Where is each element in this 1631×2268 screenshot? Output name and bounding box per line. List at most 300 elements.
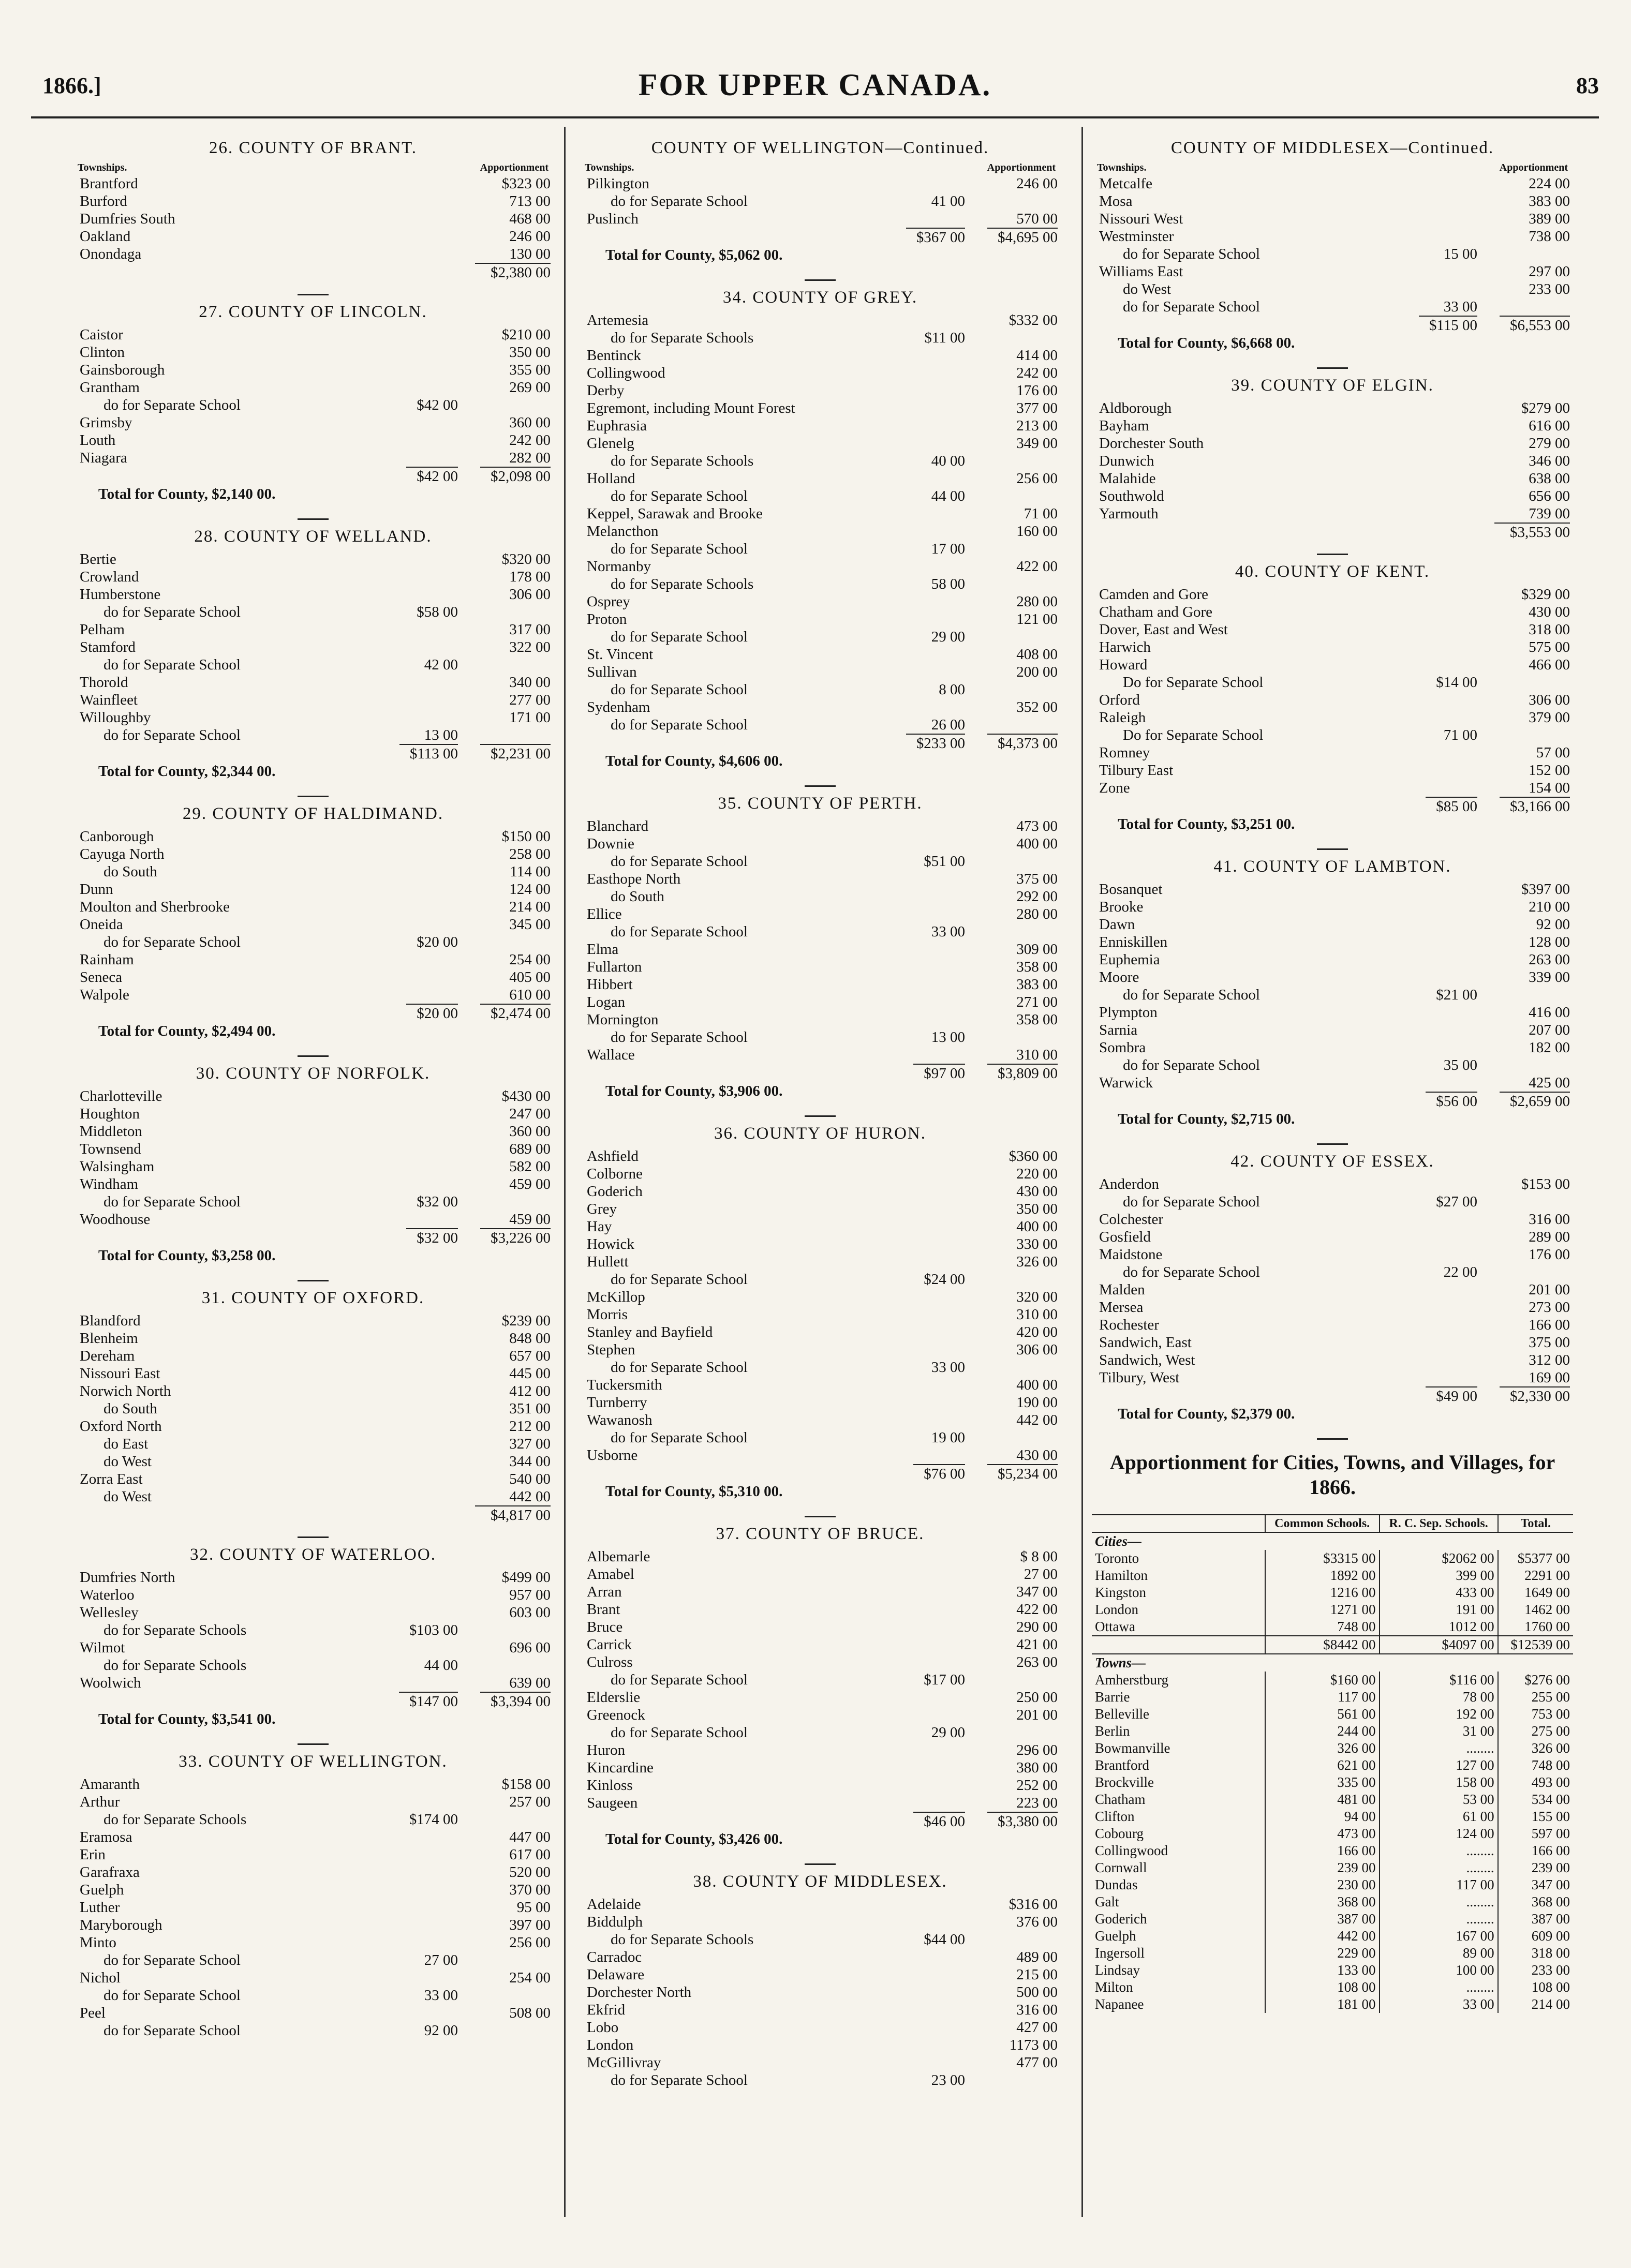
township-name: Dorchester South (1099, 435, 1204, 452)
township-row (580, 1794, 1061, 1812)
amount-cell: 561 00 (1265, 1706, 1380, 1723)
township-name: Yarmouth (1099, 505, 1159, 522)
county-section (580, 1516, 1061, 1850)
township-name: do for Separate School (611, 1672, 748, 1688)
township-row (1092, 916, 1573, 933)
section-rule (298, 1743, 329, 1745)
place-name: Dundas (1095, 1877, 1138, 1892)
township-name: Wallace (587, 1047, 635, 1063)
amount-cell: 31 00 (1380, 1723, 1498, 1740)
separate-school-amount: $85 00 (1426, 797, 1477, 815)
place-name: Cornwall (1095, 1860, 1147, 1875)
township-row (580, 1548, 1061, 1565)
township-name: Carradoc (587, 1949, 642, 1965)
township-name: Goderich (587, 1183, 643, 1200)
township-name: Bruce (587, 1619, 623, 1635)
column-header: R. C. Sep. Schools. (1380, 1515, 1498, 1532)
township-name: Moore (1099, 969, 1139, 986)
township-row (580, 2019, 1061, 2036)
apportionment-amount: 389 00 (1529, 211, 1570, 227)
place-name: Guelph (1095, 1928, 1136, 1944)
apportionment-amount: 738 00 (1529, 228, 1570, 245)
amount-cell: 158 00 (1380, 1774, 1498, 1791)
township-row (1092, 1334, 1573, 1351)
apportionment-amount: 445 00 (509, 1365, 551, 1382)
township-name: Adelaide (587, 1896, 641, 1913)
apportionment-amount: 254 00 (509, 1969, 551, 1986)
apportionment-amount: 508 00 (509, 2005, 551, 2021)
separate-school-amount: $51 00 (924, 853, 965, 870)
apportionment-amount: 520 00 (509, 1864, 551, 1881)
separate-school-amount: $44 00 (924, 1931, 965, 1948)
township-name: Dunn (80, 881, 113, 898)
separate-school-amount: 33 00 (424, 1987, 458, 2004)
township-name: Culross (587, 1654, 633, 1670)
amount-cell: 117 00 (1265, 1689, 1380, 1706)
township-row (580, 1565, 1061, 1583)
apportionment-amount: 200 00 (1016, 664, 1058, 680)
subentry-row (72, 1657, 554, 1674)
apportionment-amount: 617 00 (509, 1846, 551, 1863)
separate-school-amount: 42 00 (424, 656, 458, 673)
township-name: Total for County, $3,426 00. (605, 1831, 783, 1847)
township-name: Blenheim (80, 1330, 138, 1347)
column-headings (72, 162, 554, 174)
county-title: 41. COUNTY OF LAMBTON. (1213, 857, 1451, 876)
apportionment-amount: $153 00 (1521, 1176, 1570, 1192)
apportionment-amount: 713 00 (509, 193, 551, 210)
separate-school-amount: $147 00 (399, 1692, 458, 1710)
township-name: Hullett (587, 1254, 629, 1270)
separate-school-amount: 41 00 (931, 193, 965, 210)
township-name: Humberstone (80, 586, 161, 603)
township-row (72, 568, 554, 586)
table-row (1092, 1825, 1573, 1842)
section-rule (1317, 554, 1348, 555)
township-row (1092, 898, 1573, 916)
township-row (72, 1899, 554, 1916)
township-row (580, 1165, 1061, 1183)
amount-cell: 155 00 (1498, 1808, 1573, 1825)
separate-school-amount: $174 00 (409, 1811, 458, 1828)
section-rule (1317, 367, 1348, 369)
apportionment-amount: 312 00 (1529, 1352, 1570, 1368)
township-name: do for Separate School (611, 488, 748, 504)
township-name: do South (103, 863, 157, 880)
separate-school-amount: 29 00 (931, 629, 965, 645)
apportionment-amount: $2,231 00 (480, 744, 551, 763)
apportionment-amount: 256 00 (509, 1934, 551, 1951)
amount-cell: 368 00 (1265, 1893, 1380, 1911)
township-name: Albemarle (587, 1548, 650, 1565)
amount-cell: 108 00 (1498, 1979, 1573, 1996)
township-name: Eramosa (80, 1829, 132, 1845)
township-row (580, 663, 1061, 681)
apportionment-amount: $360 00 (1009, 1148, 1058, 1165)
table-row (1092, 1550, 1573, 1567)
subentry-row (72, 1453, 554, 1470)
apportionment-amount: 350 00 (1016, 1201, 1058, 1217)
township-row (72, 881, 554, 898)
township-name: Camden and Gore (1099, 586, 1208, 603)
township-name: Gosfield (1099, 1229, 1151, 1245)
township-name: Stamford (80, 639, 136, 655)
township-name: Garafraxa (80, 1864, 140, 1881)
township-row (580, 1011, 1061, 1028)
separate-school-amount: 33 00 (1443, 299, 1477, 315)
county-total-row (580, 1830, 1061, 1850)
table-row (1092, 1584, 1573, 1601)
apportionment-amount: 350 00 (509, 344, 551, 361)
township-name: Elma (587, 941, 619, 958)
amount-cell: $3315 00 (1265, 1550, 1380, 1567)
township-name: Oneida (80, 916, 123, 933)
apportionment-amount: 339 00 (1529, 969, 1570, 986)
apportionment-amount: 352 00 (1016, 699, 1058, 715)
place-name: Cobourg (1095, 1826, 1144, 1841)
township-row (1092, 417, 1573, 435)
township-name: Artemesia (587, 312, 649, 329)
subentry-row (1092, 1056, 1573, 1074)
township-name: Anderdon (1099, 1176, 1159, 1192)
township-row (580, 1235, 1061, 1253)
township-row (72, 845, 554, 863)
apportionment-amount: 207 00 (1529, 1022, 1570, 1038)
separate-school-amount: 23 00 (931, 2072, 965, 2088)
section-rule (298, 1280, 329, 1281)
township-name: Total for County, $3,906 00. (605, 1083, 783, 1099)
township-name: do for Separate School (103, 656, 241, 673)
column-2 (580, 135, 1061, 2102)
apportionment-amount: 280 00 (1016, 906, 1058, 922)
table-row (1092, 1945, 1573, 1962)
township-name: Total for County, $5,310 00. (605, 1483, 783, 1500)
township-name: Clinton (80, 344, 125, 361)
table-row (1092, 1672, 1573, 1689)
apportionment-amount: 310 00 (1016, 1306, 1058, 1323)
township-name: Nichol (80, 1969, 121, 1986)
amount-cell: 399 00 (1380, 1567, 1498, 1584)
apportionment-amount: 383 00 (1529, 193, 1570, 210)
township-row (580, 1218, 1061, 1235)
county-section (1092, 554, 1573, 835)
township-name: Louth (80, 432, 116, 449)
township-row (72, 1105, 554, 1123)
township-name: Burford (80, 193, 127, 210)
amount-cell: 534 00 (1498, 1791, 1573, 1808)
amount-cell: $12539 00 (1498, 1636, 1573, 1654)
section-rule (805, 279, 836, 281)
township-name: do for Separate School (103, 1193, 241, 1210)
township-row (1092, 1074, 1573, 1092)
county-title: 33. COUNTY OF WELLINGTON. (179, 1752, 448, 1771)
township-row (580, 558, 1061, 575)
township-name: do for Separate School (611, 681, 748, 698)
apportionment-amount: $320 00 (501, 551, 551, 568)
amount-cell: 326 00 (1265, 1740, 1380, 1757)
subentry-row (580, 716, 1061, 734)
township-name: Cayuga North (80, 846, 165, 862)
section-rule (1317, 1143, 1348, 1145)
township-name: Sandwich, East (1099, 1334, 1192, 1351)
column-1 (72, 135, 554, 2053)
amount-cell: $5377 00 (1498, 1550, 1573, 1567)
township-name: do for Separate School (611, 1029, 748, 1046)
section-rule (805, 1516, 836, 1517)
township-name: Niagara (80, 450, 127, 466)
township-name: Wawanosh (587, 1412, 653, 1428)
apportionment-amount: 152 00 (1529, 762, 1570, 779)
township-name: Bosanquet (1099, 881, 1163, 898)
township-row (72, 1969, 554, 1987)
apportionment-amount: 242 00 (1016, 365, 1058, 381)
township-row (1092, 470, 1573, 487)
township-row (580, 817, 1061, 835)
county-section (580, 1115, 1061, 1502)
amount-cell: 1216 00 (1265, 1584, 1380, 1601)
subentry-row (580, 1028, 1061, 1046)
township-name: McKillop (587, 1289, 645, 1305)
township-name: do for Separate School (611, 923, 748, 940)
county-sections (1092, 139, 1573, 1425)
township-name: Bayham (1099, 417, 1149, 434)
amount-cell: 597 00 (1498, 1825, 1573, 1842)
township-row (72, 1863, 554, 1881)
subentry-row (1092, 726, 1573, 744)
separate-school-amount: $17 00 (924, 1672, 965, 1688)
township-name: Euphrasia (587, 417, 647, 434)
county-total-row (580, 1483, 1061, 1502)
apportionment-amount: 639 00 (509, 1675, 551, 1691)
township-row (1092, 1039, 1573, 1056)
apportionment-amount: 957 00 (509, 1587, 551, 1603)
township-name: Collingwood (587, 365, 665, 381)
amount-cell: 192 00 (1380, 1706, 1498, 1723)
township-name: Blandford (80, 1312, 141, 1329)
amount-cell: ........ (1380, 1911, 1498, 1928)
township-row (580, 610, 1061, 628)
apportionment-amount: $158 00 (501, 1776, 551, 1793)
separate-school-amount: 8 00 (939, 681, 965, 698)
county-title: COUNTY OF WELLINGTON—Continued. (651, 139, 989, 157)
apportionment-amount: 408 00 (1016, 646, 1058, 663)
township-name: do for Separate School (103, 604, 241, 620)
township-name: Tilbury, West (1099, 1369, 1180, 1386)
apportionment-amount: $2,380 00 (475, 263, 551, 281)
separate-school-amount: $21 00 (1436, 987, 1477, 1003)
amount-cell: ........ (1380, 1842, 1498, 1859)
amount-cell: 621 00 (1265, 1757, 1380, 1774)
township-row (72, 916, 554, 933)
township-row (580, 1983, 1061, 2001)
township-row (580, 1913, 1061, 1931)
township-row (580, 905, 1061, 923)
township-name: Biddulph (587, 1914, 643, 1930)
township-name: Grantham (80, 379, 140, 396)
township-row (1092, 762, 1573, 779)
township-row (580, 1583, 1061, 1601)
township-name: do for Separate School (611, 1359, 748, 1376)
apportionment-amount: 92 00 (1536, 916, 1570, 933)
township-name: Metcalfe (1099, 175, 1153, 192)
apportionment-amount: 422 00 (1016, 558, 1058, 575)
county-section (72, 518, 554, 782)
subentry-row (580, 575, 1061, 593)
place-name: Clifton (1095, 1809, 1135, 1824)
subentry-row (580, 1429, 1061, 1446)
amount-cell: $8442 00 (1265, 1636, 1380, 1654)
township-name: do for Separate School (1123, 246, 1260, 262)
apportionment-heading: Apportionment (987, 162, 1056, 173)
apportionment-amount: $397 00 (1521, 881, 1570, 898)
township-name: do for Separate School (1123, 1193, 1260, 1210)
township-name: Sombra (1099, 1039, 1146, 1056)
apportionment-amount: 258 00 (509, 846, 551, 862)
apportionment-amount: $ 8 00 (1020, 1548, 1058, 1565)
apportionment-amount: 400 00 (1016, 1218, 1058, 1235)
township-row (72, 175, 554, 192)
amount-cell: 127 00 (1380, 1757, 1498, 1774)
separate-school-amount: $42 00 (417, 397, 458, 413)
township-row (72, 344, 554, 361)
subtotal-row (72, 1004, 554, 1022)
amount-cell: 442 00 (1265, 1928, 1380, 1945)
apportionment-amount: 57 00 (1536, 744, 1570, 761)
township-row (72, 1793, 554, 1811)
apportionment-amount: 114 00 (510, 863, 551, 880)
apportionment-amount: 377 00 (1016, 400, 1058, 416)
table-row (1092, 1791, 1573, 1808)
apportionment-amount: 246 00 (1016, 175, 1058, 192)
table-row (1092, 1859, 1573, 1876)
township-row (580, 435, 1061, 452)
apportionment-amount: $3,380 00 (987, 1812, 1058, 1830)
township-row (1092, 228, 1573, 245)
township-name: Total for County, $2,140 00. (98, 486, 276, 502)
township-name: Do for Separate School (1123, 674, 1264, 691)
subentry-row (580, 923, 1061, 941)
township-name: Peel (80, 2005, 106, 2021)
separate-school-amount: 19 00 (931, 1429, 965, 1446)
amount-cell: 318 00 (1498, 1945, 1573, 1962)
county-section (72, 1743, 554, 2039)
separate-school-amount: $115 00 (1419, 316, 1477, 334)
subtotal-row (72, 263, 554, 280)
township-name: Woolwich (80, 1675, 141, 1691)
township-name: do for Separate School (611, 853, 748, 870)
apportionment-amount: $239 00 (501, 1312, 551, 1329)
township-row (580, 646, 1061, 663)
township-name: Orford (1099, 692, 1140, 708)
separate-school-amount: $367 00 (906, 228, 965, 246)
township-row (580, 941, 1061, 958)
county-title: 40. COUNTY OF KENT. (1235, 562, 1430, 581)
separate-school-amount: $11 00 (924, 330, 965, 346)
township-name: Amaranth (80, 1776, 140, 1793)
amount-cell: 166 00 (1498, 1842, 1573, 1859)
apportionment-amount: 459 00 (509, 1211, 551, 1228)
township-row (1092, 881, 1573, 898)
table-row (1092, 1928, 1573, 1945)
amount-cell: 108 00 (1265, 1979, 1380, 1996)
place-name: Barrie (1095, 1689, 1130, 1705)
township-name: Ellice (587, 906, 622, 922)
township-name: Pilkington (587, 175, 649, 192)
subentry-row (580, 192, 1061, 210)
apportionment-amount: 292 00 (1016, 888, 1058, 905)
township-name: Erin (80, 1846, 106, 1863)
township-name: Hibbert (587, 976, 633, 993)
subentry-row (580, 487, 1061, 505)
county-section (72, 294, 554, 505)
township-name: Mosa (1099, 193, 1133, 210)
township-name: do for Separate School (103, 1987, 241, 2004)
apportionment-amount: 346 00 (1529, 453, 1570, 469)
separate-school-amount: $113 00 (399, 744, 458, 763)
cities-total-row (1092, 1636, 1573, 1654)
township-name: Howard (1099, 656, 1148, 673)
township-name: Huron (587, 1742, 626, 1758)
county-total-row (1092, 1405, 1573, 1425)
apportionment-amount: 500 00 (1016, 1984, 1058, 2001)
separate-school-amount: $233 00 (906, 734, 965, 752)
apportionment-amount: 306 00 (1016, 1341, 1058, 1358)
township-name: Grey (587, 1201, 617, 1217)
table-row (1092, 1979, 1573, 1996)
county-total-row (580, 246, 1061, 266)
amount-cell: 748 00 (1265, 1618, 1380, 1636)
apportionment-amount: 696 00 (509, 1639, 551, 1656)
township-row (72, 1934, 554, 1951)
place-name: Belleville (1095, 1706, 1149, 1722)
apportionment-amount: 412 00 (509, 1383, 551, 1399)
township-name: Downie (587, 835, 634, 852)
separate-school-amount: $14 00 (1436, 674, 1477, 691)
place-name: Collingwood (1095, 1843, 1168, 1858)
amount-cell: 275 00 (1498, 1723, 1573, 1740)
township-name: Kinloss (587, 1777, 633, 1794)
header-rule (31, 116, 1599, 118)
apportionment-amount: 349 00 (1016, 435, 1058, 452)
county-title: 39. COUNTY OF ELGIN. (1231, 376, 1434, 395)
township-row (580, 1376, 1061, 1394)
subtotal-row (72, 744, 554, 763)
township-row (580, 1147, 1061, 1165)
apportionment-amount: $332 00 (1009, 312, 1058, 329)
apportionment-amount: 739 00 (1529, 505, 1570, 522)
township-row (72, 1140, 554, 1158)
separate-school-amount: $20 00 (417, 934, 458, 950)
separate-school-amount: 35 00 (1443, 1057, 1477, 1073)
township-name: Middleton (80, 1123, 142, 1140)
place-name: Toronto (1095, 1550, 1139, 1566)
township-row (580, 311, 1061, 329)
township-name: Sydenham (587, 699, 650, 715)
apportionment-amount: 254 00 (509, 951, 551, 968)
township-row (580, 2054, 1061, 2071)
apportionment-amount: 430 00 (1529, 604, 1570, 620)
amount-cell: ........ (1380, 1859, 1498, 1876)
township-row (72, 414, 554, 431)
county-title: 34. COUNTY OF GREY. (722, 288, 918, 307)
apportionment-amount: 273 00 (1529, 1299, 1570, 1316)
township-name: McGillivray (587, 2054, 661, 2071)
apportionment-amount: 473 00 (1016, 818, 1058, 834)
subtotal-row (1092, 1386, 1573, 1405)
group-label: Towns— (1095, 1655, 1146, 1670)
township-row (72, 586, 554, 603)
section-rule (298, 1536, 329, 1538)
